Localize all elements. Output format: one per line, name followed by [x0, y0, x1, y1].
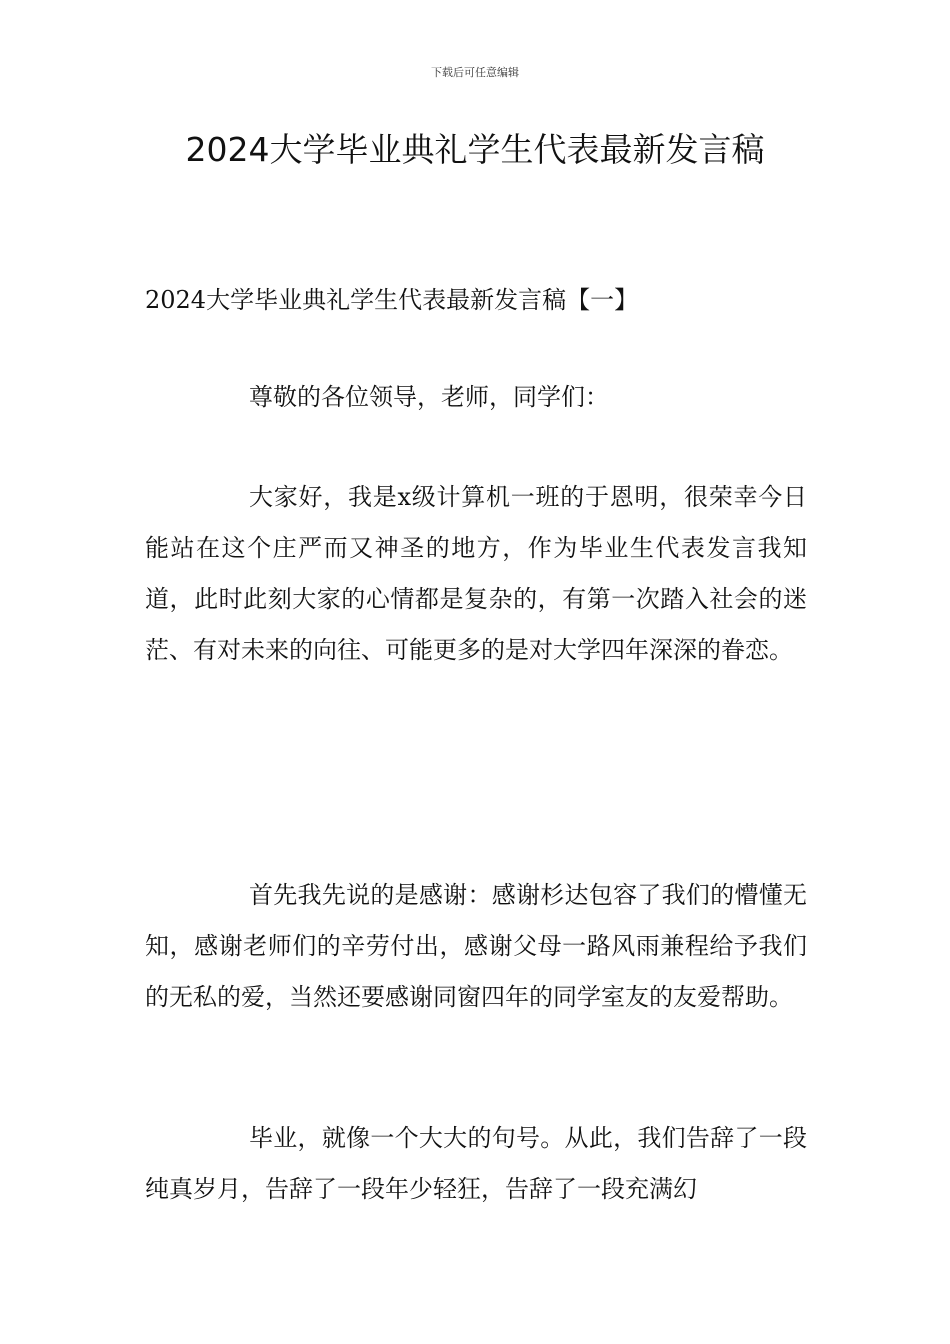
section-heading: 2024大学毕业典礼学生代表最新发言稿【一】 [145, 286, 639, 314]
document-title: 2024大学毕业典礼学生代表最新发言稿 [185, 130, 765, 169]
body-paragraph-introduction: 大家好，我是x级计算机一班的于恩明，很荣幸今日能站在这个庄严而又神圣的地方，作为毕业生代表发言我知道，此时此刻大家的心情都是复杂的，有第一次踏入社会的迷茫、有对未来的向往、可能更多的是对大学四年深深的眷恋。 [145, 483, 807, 664]
body-paragraph-thanks: 首先我先说的是感谢：感谢杉达包容了我们的懵懂无知，感谢老师们的辛劳付出，感谢父母一路风雨兼程给予我们的无私的爱，当然还要感谢同窗四年的同学室友的友爱帮助。 [145, 881, 807, 1011]
body-paragraph-graduation: 毕业，就像一个大大的句号。从此，我们告辞了一段纯真岁月，告辞了一段年少轻狂，告辞了一段充满幻 [145, 1124, 807, 1203]
greeting-paragraph: 尊敬的各位领导，老师，同学们： [249, 383, 609, 411]
header-note: 下载后可任意编辑 [431, 66, 519, 79]
